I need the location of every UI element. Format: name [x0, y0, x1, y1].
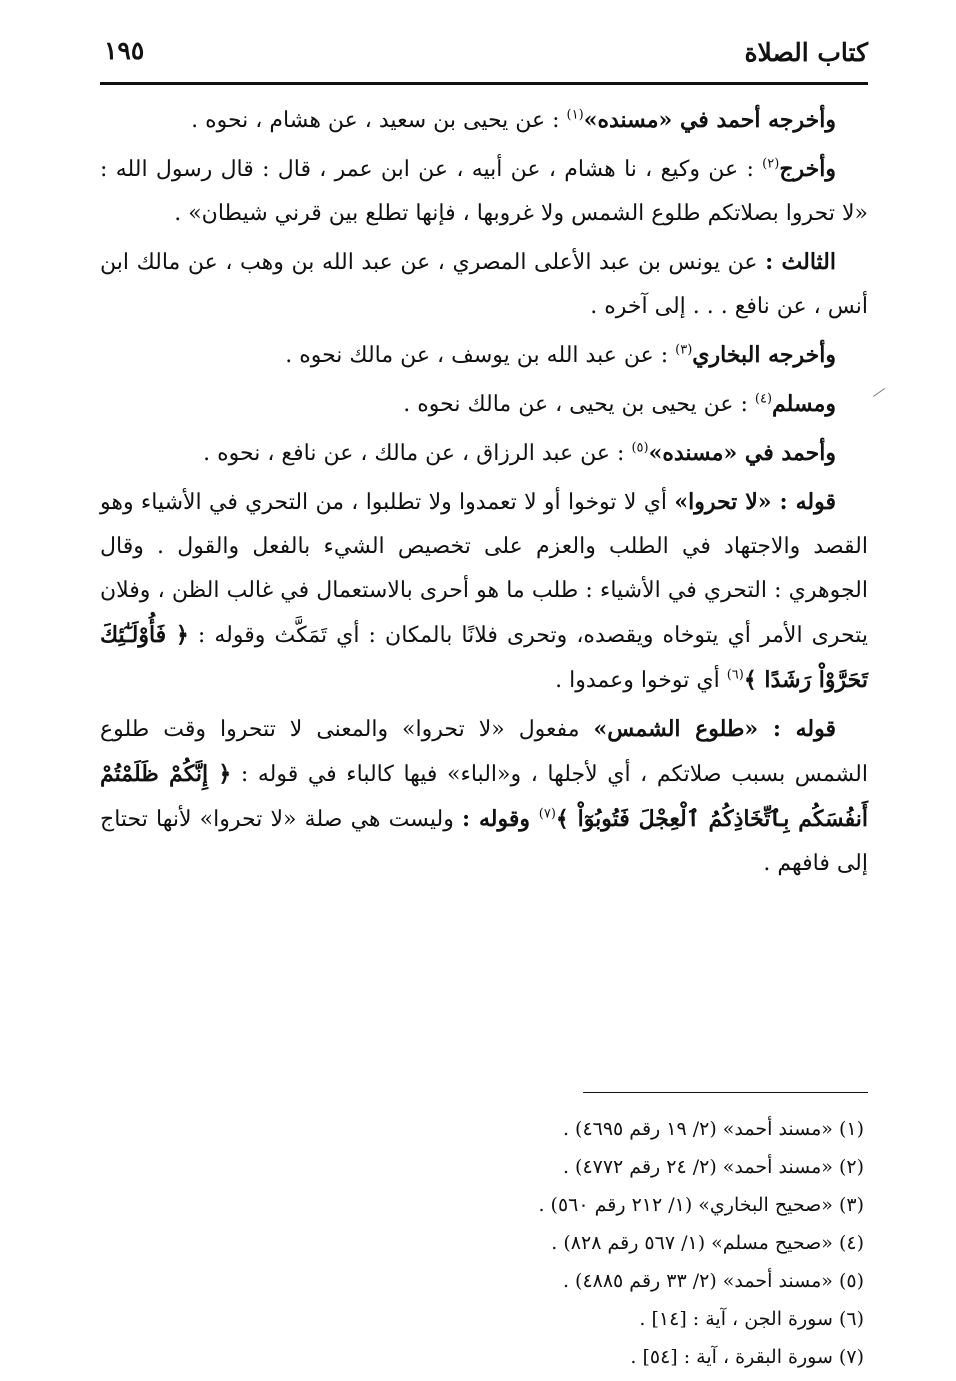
footnote-ref: (٥) [631, 440, 649, 456]
bold-lead: وأخرج [779, 156, 836, 182]
footnote-7: (٧) سورة البقرة ، آية : [٥٤] . [630, 1346, 864, 1368]
footnote-ref: (٦) [726, 667, 744, 683]
footnote-1: (١) «مسند أحمد» (٢/ ١٩ رقم ٤٦٩٥) . [562, 1118, 864, 1140]
bold-lead: وأحمد في «مسنده» [648, 440, 836, 466]
paragraph-6 [100, 431, 868, 476]
paragraph-text-end: وليست هي صلة «لا تحروا» لأنها تحتاج إلى فافهم . [100, 807, 868, 876]
page-number: ١٩٥ [104, 36, 145, 65]
paragraph-text: مفعول «لا تحروا» والمعنى لا تتحروا وقت طلوع الشمس بسبب صلاتكم ، أي لأجلها ، و«الباء» فيها كالباء في قوله : [100, 717, 868, 787]
bold-lead: وأخرجه أحمد في «مسنده» [583, 107, 836, 133]
paragraph-text: : عن عبد الله بن يوسف ، عن مالك نحوه . [285, 343, 676, 368]
footnote-5: (٥) «مسند أحمد» (٢/ ٣٣ رقم ٤٨٨٥) . [562, 1270, 864, 1292]
paragraph-1 [100, 98, 868, 143]
footnote-ref: (١) [566, 107, 584, 123]
paragraph-3 [100, 240, 868, 329]
footnote-separator [583, 1092, 868, 1093]
paragraph-text-end: أي توخوا وعمدوا . [555, 668, 727, 693]
quran-verse: ﴿ فَأُوْلَـٰٓئِكَ تَحَرَّوْاْ رَشَدًا ﴾ [100, 622, 868, 693]
paragraph-text: : عن يحيى بن يحيى ، عن مالك نحوه . [403, 392, 755, 417]
footnotes [100, 1110, 864, 1376]
chapter-title: كتاب الصلاة [744, 38, 868, 67]
footnote-2: (٢) «مسند أحمد» (٢/ ٢٤ رقم ٤٧٧٢) . [562, 1156, 864, 1178]
paragraph-text: : عن عبد الرزاق ، عن مالك ، عن نافع ، نحوه . [203, 441, 632, 466]
bold-lead: ومسلم [772, 391, 836, 417]
footnote-ref: (٤) [754, 391, 773, 407]
margin-mark [873, 388, 885, 397]
bold-lead: قوله : «لا تحروا» [674, 489, 837, 515]
footnote-ref: (٧) [538, 806, 556, 822]
paragraph-4 [100, 333, 868, 378]
bold-lead: قوله : «طلوع الشمس» [593, 716, 836, 742]
main-text [100, 98, 868, 890]
footnote-ref: (٢) [762, 156, 780, 172]
footnote-3: (٣) «صحيح البخاري» (١/ ٢١٢ رقم ٥٦٠) . [538, 1194, 864, 1216]
paragraph-2 [100, 147, 868, 236]
paragraph-text: : عن يحيى بن سعيد ، عن هشام ، نحوه . [191, 108, 567, 133]
paragraph-text: أي لا توخوا أو لا تعمدوا ولا تطلبوا ، من التحري في الأشياء وهو القصد والاجتهاد في الطلب والعزم على تخصيص الشيء بالفعل والقول . وقال الجوهري : التحري في الأشياء : طلب ما هو أحرى بالاستعمال في غالب الظن ، وفلان يتحرى الأمر أي يتوخاه ويقصده، وتحرى فلانًا بالمكان : أي تَمَكَّث وقوله : [100, 490, 868, 648]
paragraph-text: عن يونس بن عبد الأعلى المصري ، عن عبد الله بن وهب ، عن مالك ابن أنس ، عن نافع . . . إلى آخره . [100, 250, 868, 319]
paragraph-8 [100, 707, 868, 886]
bold-lead: الثالث : [765, 249, 836, 275]
paragraph-5 [100, 382, 868, 427]
paragraph-text: : عن وكيع ، نا هشام ، عن أبيه ، عن ابن عمر ، قال : قال رسول الله : «لا تحروا بصلاتكم طلوع الشمس ولا غروبها ، فإنها تطلع بين قرني شيطان» . [100, 157, 868, 226]
page-header [100, 28, 868, 85]
footnote-6: (٦) سورة الجن ، آية : [١٤] . [639, 1308, 864, 1330]
bold-inline: وقوله : [462, 806, 539, 832]
bold-lead: وأخرجه البخاري [692, 342, 836, 368]
footnote-4: (٤) «صحيح مسلم» (١/ ٥٦٧ رقم ٨٢٨) . [551, 1232, 864, 1254]
footnote-ref: (٣) [675, 342, 693, 358]
paragraph-7 [100, 480, 868, 703]
quran-verse: ﴿ إِنَّكُمْ ظَلَمْتُمْ أَنفُسَكُم بِٱتِّخَاذِكُمُ ٱلْعِجْلَ فَتُوبُوٓاْ ﴾ [100, 761, 869, 832]
